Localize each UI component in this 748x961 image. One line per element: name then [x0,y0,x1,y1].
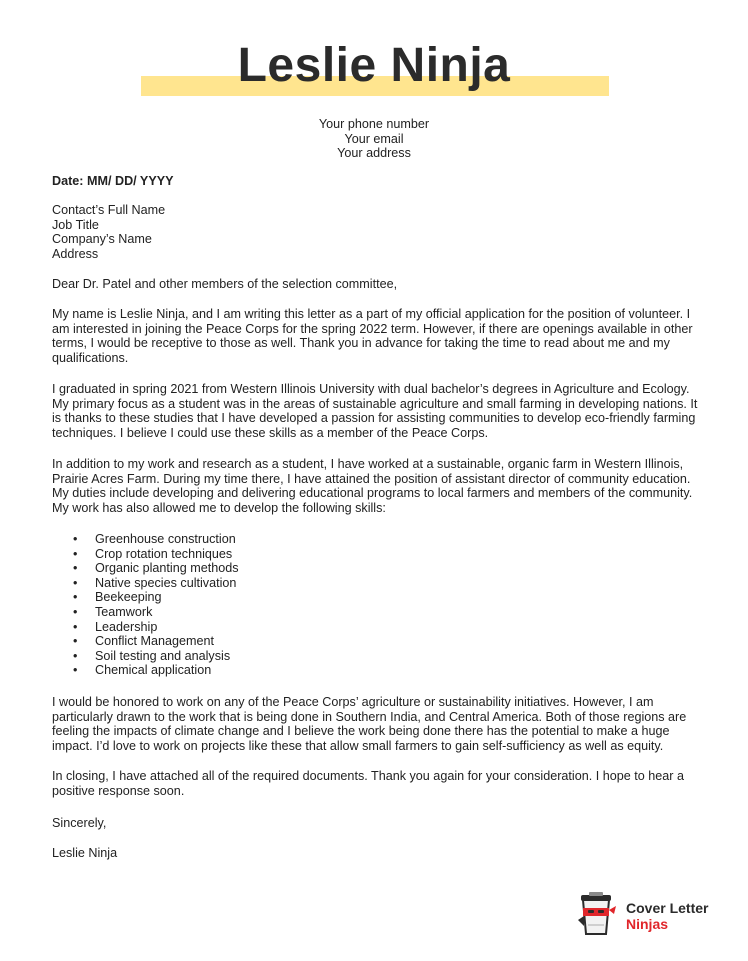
contact-phone: Your phone number [318,117,430,131]
brand-line-1: Cover Letter [626,900,709,916]
bullet-icon: • [73,546,78,561]
bullet-icon: • [73,561,78,576]
header [0,38,748,100]
paragraph-closing: In closing, I have attached all of the required documents. Thank you again for your consideration. I hope to hear a positive response soon. [52,769,684,798]
recipient-title: Job Title [52,217,99,232]
salutation: Dear Dr. Patel and other members of the selection committee, [52,277,398,291]
bullet-icon: • [73,648,78,663]
signature: Leslie Ninja [52,846,118,860]
list-item: • Leadership [73,619,158,634]
bullet-icon: • [73,590,78,605]
contact-email: Your email [344,131,404,146]
bullet-icon: • [73,532,78,546]
list-item: • Greenhouse construction [73,532,236,546]
recipient-block [52,203,702,261]
paragraph-education: I graduated in spring 2021 from Western Illinois University with dual bachelor’s degrees in Agriculture and Ecology. My primary focus as a student was in the areas of sustainable agriculture and small farming in developing nations. It is thanks to these studies that I have developed a passion for assisting communities to develop eco-friendly farming techniques. I believe I could use these skills as a member of the Peace Corps. [52,382,698,440]
contact-info [0,117,748,161]
list-item: • Teamwork [73,604,153,619]
list-item: • Native species cultivation [73,575,237,590]
closing: Sincerely, [52,816,107,830]
brand-line-2: Ninjas [626,916,669,932]
list-item: • Crop rotation techniques [73,546,233,561]
paragraph-interest: I would be honored to work on any of the Peace Corps’ agriculture or sustainability initiatives. However, I am particularly drawn to the work that is being done in Southern India, and Central America. Both of those regions are feeling the impacts of climate change and I believe the work being done there has the potential to make a huge impact. I’d love to work on projects like these that allow small farmers to gain self-sufficiency as well as equity. [52,695,687,753]
bullet-icon: • [73,604,78,619]
recipient-name: Contact’s Full Name [52,203,166,217]
list-item: • Chemical application [73,663,212,678]
skills-list [52,532,652,678]
brand-logo [575,890,725,938]
ninja-cup-icon [575,890,617,938]
bullet-icon: • [73,634,78,649]
applicant-name: Leslie Ninja [237,39,511,92]
recipient-company: Company’s Name [52,232,152,247]
brand-logo-text [626,900,708,932]
paragraph-intro: My name is Leslie Ninja, and I am writing this letter as a part of my official application for the position of volunteer. I am interested in joining the Peace Corps for the spring 2022 term. However, if there are openings available in other terms, I would be receptive to those as well. Thank you in advance for taking the time to read about me and my qualifications. [52,307,693,365]
list-item: • Organic planting methods [73,561,239,576]
recipient-address: Address [52,246,99,261]
list-item: • Conflict Management [73,634,215,649]
list-item: • Beekeeping [73,590,162,605]
bullet-icon: • [73,619,78,634]
letter-date: Date: MM/ DD/ YYYY [52,174,174,188]
contact-address: Your address [337,146,411,161]
bullet-icon: • [73,663,78,678]
list-item: • Soil testing and analysis [73,648,231,663]
bullet-icon: • [73,575,78,590]
paragraph-experience: In addition to my work and research as a student, I have worked at a sustainable, organic farm in Western Illinois, Prairie Acres Farm. During my time there, I have attained the position of assistant director of community education. My duties include developing and delivering educational programs to local farmers and members of the community. My work has also allowed me to develop the following skills: [52,457,693,515]
